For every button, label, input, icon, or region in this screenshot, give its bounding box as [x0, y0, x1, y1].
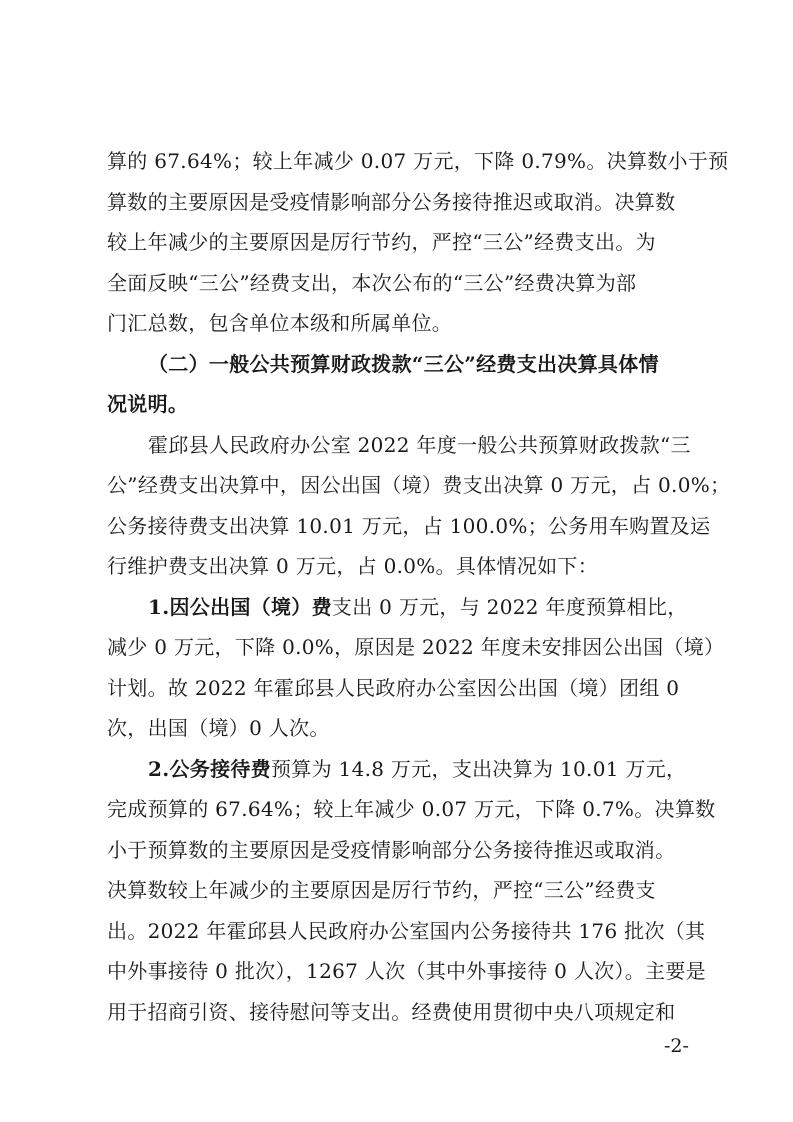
line-text: 公务接待费支出决算 10.01 万元，占 100.0%；公务用车购置及运 — [107, 514, 711, 538]
line-text: 门汇总数，包含单位本级和所属单位。 — [107, 311, 453, 335]
paragraph-line — [107, 911, 706, 951]
paragraph-line — [107, 141, 729, 181]
line-text: 减少 0 万元，下降 0.0%，原因是 2022 年度未安排因公出国（境） — [107, 635, 725, 659]
paragraph-line — [148, 425, 697, 465]
section-heading — [107, 384, 697, 424]
section-heading — [148, 344, 697, 384]
line-text: 预算为 14.8 万元，支出决算为 10.01 万元， — [270, 757, 687, 781]
item-heading: 2.公务接待费 — [148, 757, 271, 781]
line-text: 全面反映“三公”经费支出，本次公布的“三公”经费决算为部 — [107, 271, 637, 295]
paragraph-line — [107, 992, 676, 1032]
heading-text: （二）一般公共预算财政拨款“三公”经费支出决算具体情 — [148, 352, 659, 376]
paragraph-line — [107, 789, 716, 829]
line-text: 行维护费支出决算 0 万元，占 0.0%。具体情况如下： — [107, 554, 599, 578]
line-text: 公”经费支出决算中，因公出国（境）费支出决算 0 万元，占 0.0%； — [107, 473, 731, 497]
paragraph-line — [107, 263, 697, 303]
paragraph-line — [107, 870, 697, 910]
paragraph-line — [107, 830, 697, 870]
line-text: 霍邱县人民政府办公室 2022 年度一般公共预算财政拨款“三 — [148, 433, 691, 457]
heading-text: 况说明。 — [107, 392, 189, 416]
paragraph-line — [107, 708, 697, 748]
line-text: 用于招商引资、接待慰问等支出。经费使用贯彻中央八项规定和 — [107, 1000, 676, 1024]
paragraph-line — [107, 303, 697, 343]
line-text: 支出 0 万元，与 2022 年度预算相比， — [331, 595, 688, 619]
paragraph-line — [148, 587, 697, 627]
paragraph-line — [107, 182, 697, 222]
line-text: 较上年减少的主要原因是厉行节约，严控“三公”经费支出。为 — [107, 230, 656, 254]
line-text: 出。2022 年霍邱县人民政府办公室国内公务接待共 176 批次（其 — [107, 919, 706, 943]
page-number: -2- — [664, 1035, 689, 1057]
line-text: 小于预算数的主要原因是受疫情影响部分公务接待推迟或取消。 — [107, 838, 676, 862]
line-text: 算的 67.64%；较上年减少 0.07 万元，下降 0.79%。决算数小于预 — [107, 149, 729, 173]
paragraph-line — [107, 627, 725, 667]
line-text: 次，出国（境）0 人次。 — [107, 716, 330, 740]
paragraph-line — [107, 546, 697, 586]
paragraph-line — [107, 951, 706, 991]
line-text: 中外事接待 0 批次），1267 人次（其中外事接待 0 人次）。主要是 — [107, 959, 706, 983]
line-text: 计划。故 2022 年霍邱县人民政府办公室因公出国（境）团组 0 — [107, 676, 680, 700]
item-heading: 1.因公出国（境）费 — [148, 595, 332, 619]
line-text: 算数的主要原因是受疫情影响部分公务接待推迟或取消。决算数 — [107, 190, 676, 214]
paragraph-line — [107, 222, 697, 262]
paragraph-line — [107, 506, 711, 546]
line-text: 决算数较上年减少的主要原因是厉行节约，严控“三公”经费支 — [107, 878, 656, 902]
paragraph-line — [107, 668, 697, 708]
line-text: 完成预算的 67.64%；较上年减少 0.07 万元，下降 0.7%。决算数 — [107, 797, 716, 821]
paragraph-line — [107, 465, 731, 505]
paragraph-line — [148, 749, 697, 789]
